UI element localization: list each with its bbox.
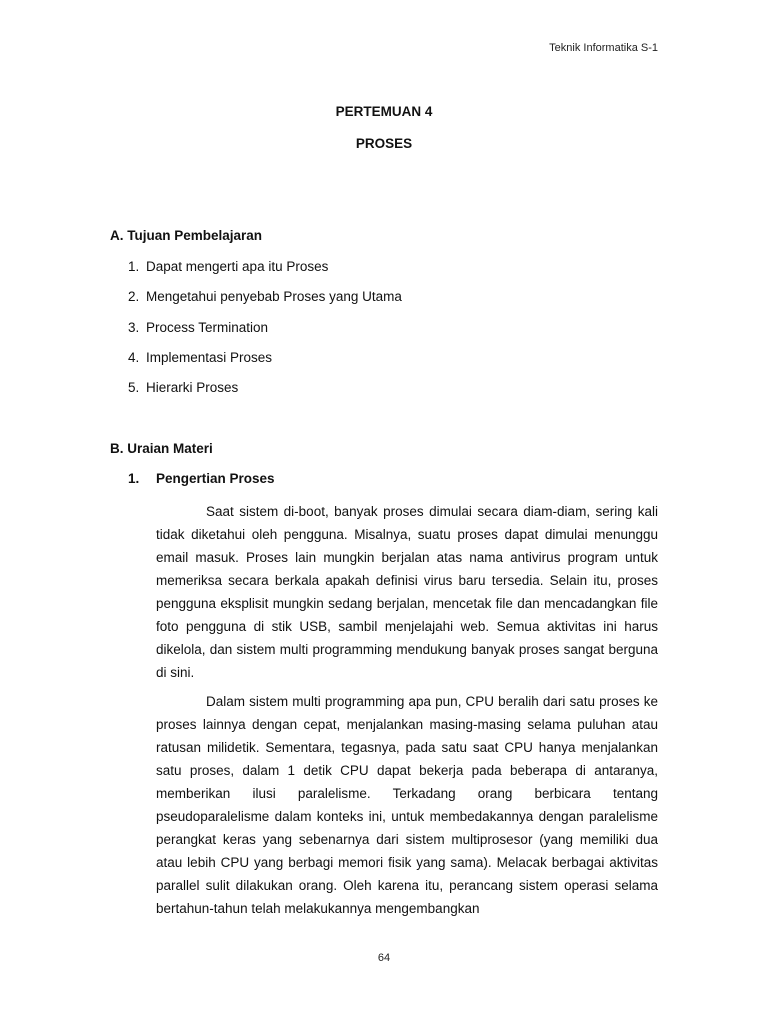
list-item-text: Hierarki Proses — [146, 380, 239, 396]
list-item — [128, 380, 402, 410]
body-paragraph-1: Saat sistem di-boot, banyak proses dimulai secara diam-diam, sering kali tidak diketahui oleh pengguna. Misalnya, suatu proses dapat dimulai menunggu email masuk. Proses lain mungkin berjalan atas nama antivirus program untuk memeriksa secara berkala apakah definisi virus baru tersedia. Selain itu, proses pengguna eksplisit mungkin sedang berjalan, mencetak file dan mencadangkan file foto pengguna di stik USB, sambil menjelajahi web. Semua aktivitas ini harus dikelola, dan sistem multi programming mendukung banyak proses sangat berguna di sini. — [156, 504, 658, 680]
running-header: Teknik Informatika S-1 — [549, 42, 658, 54]
list-item-text: Mengetahui penyebab Proses yang Utama — [146, 289, 402, 305]
list-item-text: Dapat mengerti apa itu Proses — [146, 259, 329, 274]
list-item — [128, 289, 402, 319]
section-b-heading: B. Uraian Materi — [110, 441, 213, 456]
topic-title: PROSES — [355, 136, 413, 151]
list-item-number: 5. — [128, 380, 140, 396]
list-item-number: 2. — [128, 289, 140, 305]
body-paragraph-2: Dalam sistem multi programming apa pun, CPU beralih dari satu proses ke proses lainnya dengan cepat, menjalankan masing-masing selama puluhan atau ratusan milidetik. Sementara, tegasnya, pada satu saat CPU hanya menjalankan satu proses, dalam 1 detik CPU dapat bekerja pada beberapa di antaranya, memberikan ilusi paralelisme. Terkadang orang berbicara tentang pseudoparalelisme dalam konteks ini, untuk membedakannya dengan paralelisme perangkat keras yang sebenarnya dari sistem multiprosesor (yang memiliki dua atau lebih CPU yang berbagi memori fisik yang sama). Melacak berbagai aktivitas parallel sulit dilakukan orang. Oleh karena itu, perancang sistem operasi selama bertahun-tahun telah melakukannya mengembangkan — [156, 694, 658, 916]
list-item-number: 3. — [128, 319, 140, 335]
list-item-number: 1. — [128, 259, 140, 274]
list-item-text: Process Termination — [146, 319, 269, 335]
list-item-number: 4. — [128, 349, 140, 365]
list-item — [128, 320, 402, 350]
list-item-text: Implementasi Proses — [146, 349, 273, 365]
learning-objectives-list — [128, 259, 402, 410]
subsection-heading — [128, 471, 275, 486]
section-a-heading: A. Tujuan Pembelajaran — [110, 228, 263, 243]
list-item — [128, 259, 402, 289]
page-number: 64 — [377, 952, 391, 964]
list-item — [128, 350, 402, 380]
subsection-title: Pengertian Proses — [156, 471, 275, 486]
meeting-title: PERTEMUAN 4 — [335, 104, 433, 119]
subsection-number: 1. — [128, 471, 140, 486]
